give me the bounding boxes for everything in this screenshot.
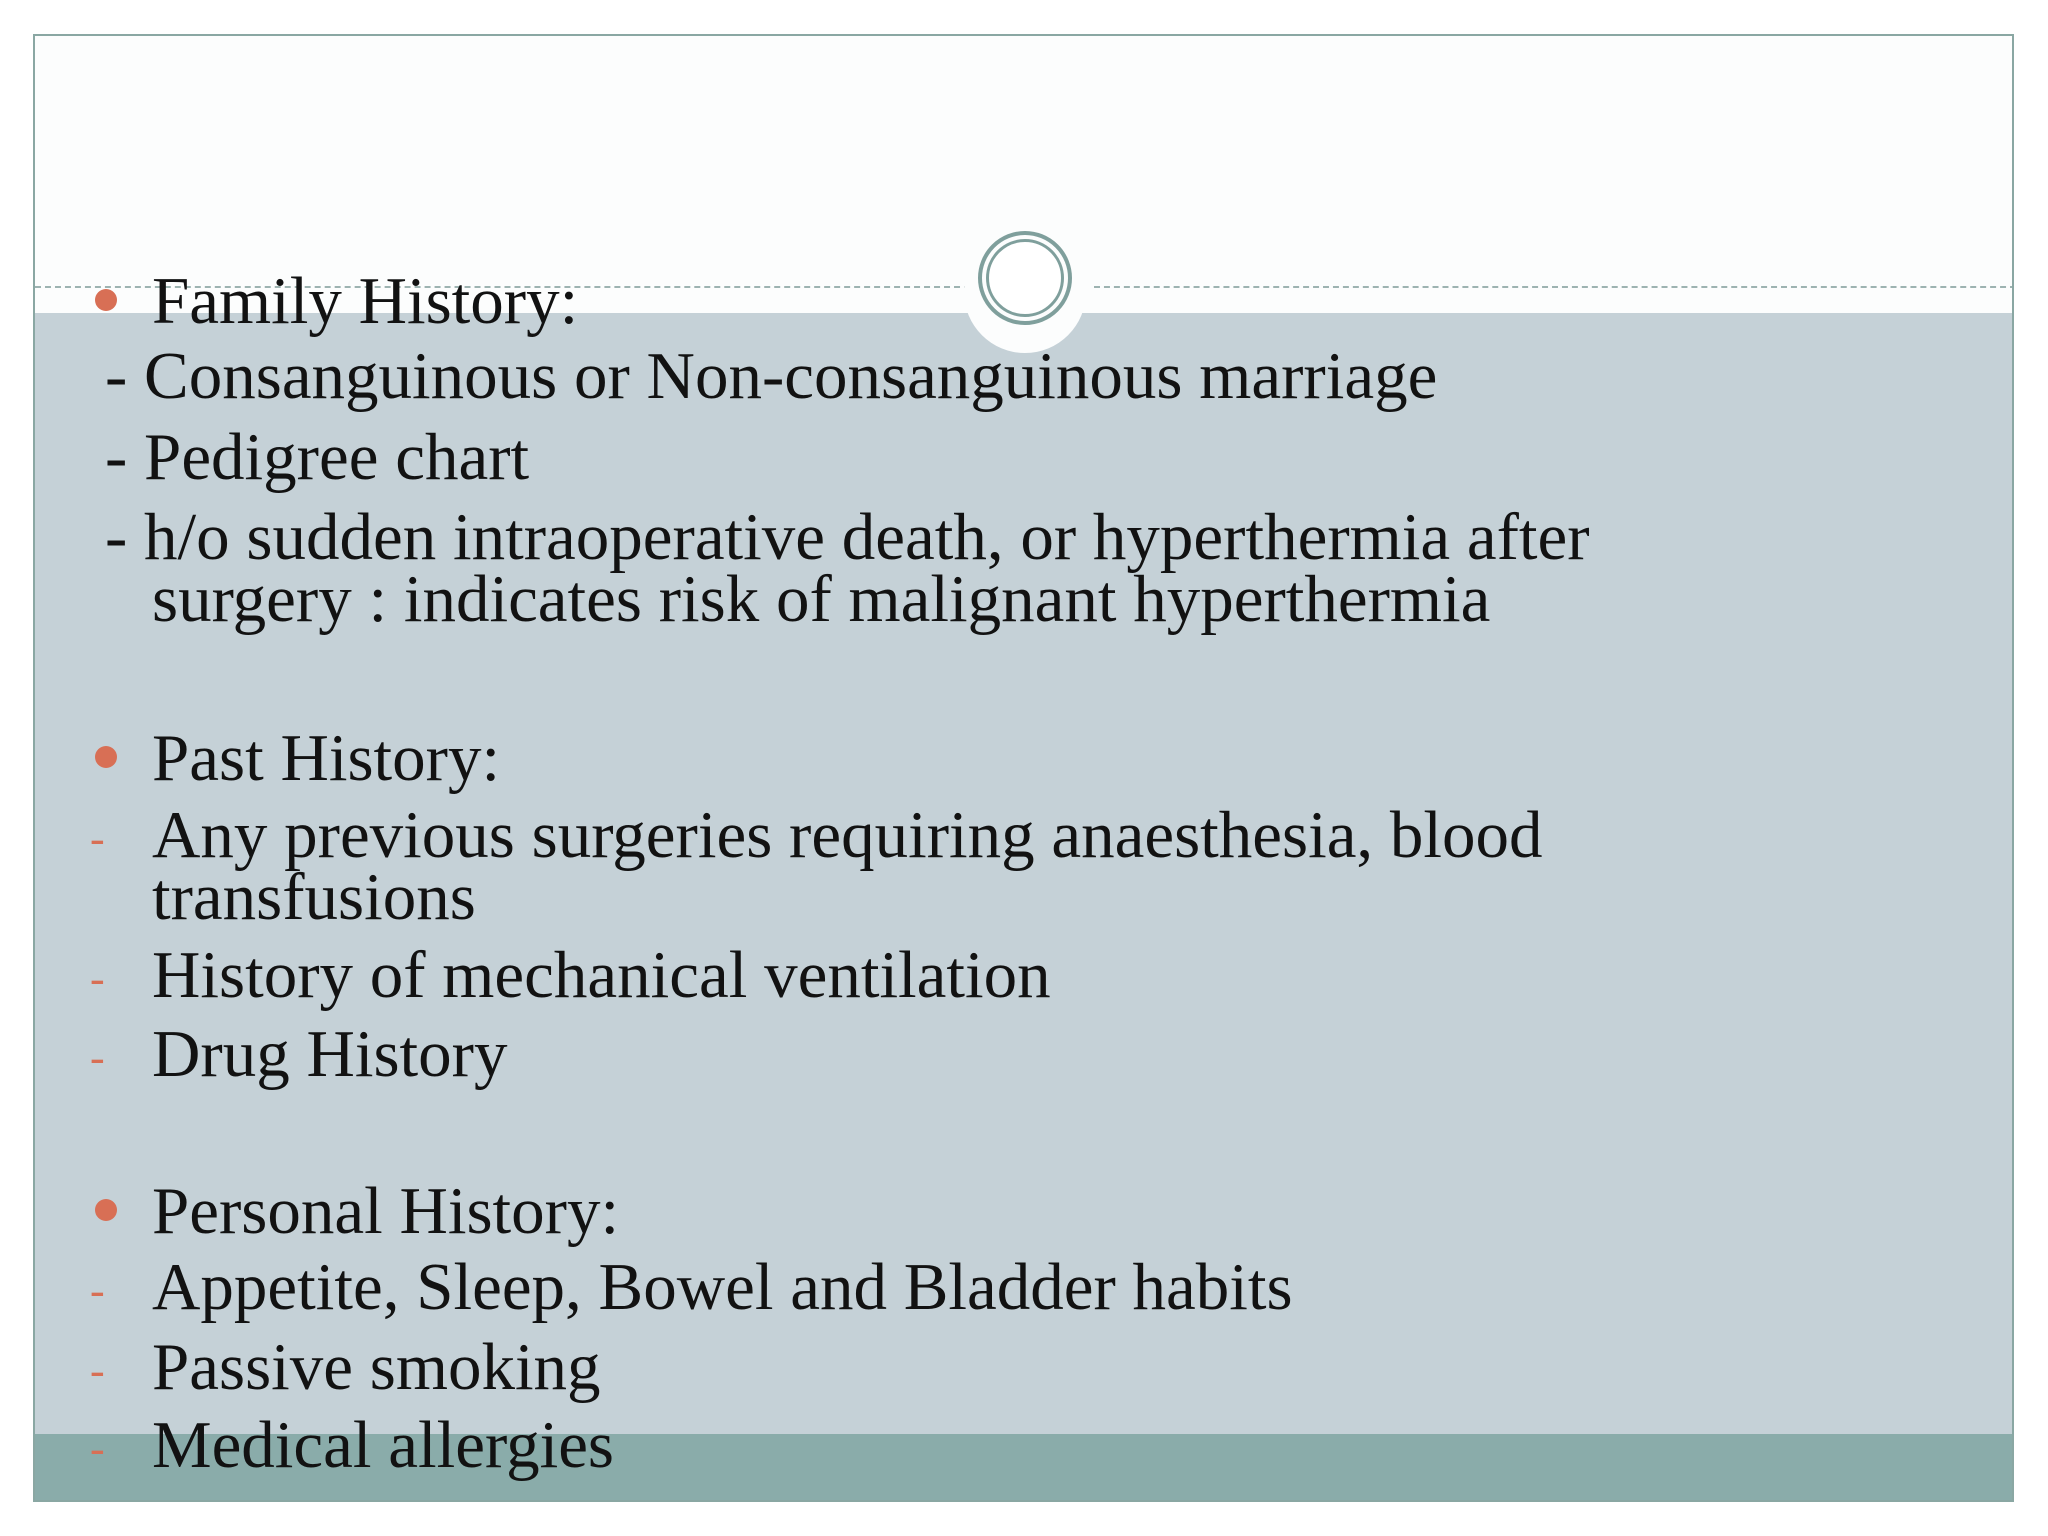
personal-item-smoking: Passive smoking [152,1330,601,1404]
dash-marker-icon: - [90,1346,105,1395]
dash-marker-icon: - [90,954,105,1003]
past-item-surgeries: Any previous surgeries requiring anaesthesia, blood [152,798,1543,872]
dash-marker-icon: - [90,1033,105,1082]
dash-marker-icon: - [90,1424,105,1473]
family-item-intraop-death: - h/o sudden intraoperative death, or hyperthermia after [105,500,1590,574]
family-item-consanguinity: - Consanguinous or Non-consanguinous marriage [105,339,1438,413]
ornament-inner-ring-icon [986,239,1064,317]
divider-right [1094,286,2014,288]
past-item-drug-history: Drug History [152,1017,508,1091]
bullet-icon [95,1199,117,1221]
past-item-surgeries-cont: transfusions [152,860,476,934]
bullet-icon [95,746,117,768]
personal-item-habits: Appetite, Sleep, Bowel and Bladder habits [152,1250,1293,1324]
slide [33,34,2014,1502]
personal-item-allergies: Medical allergies [152,1408,614,1482]
dash-marker-icon: - [90,1266,105,1315]
past-history-heading: Past History: [152,721,501,795]
personal-history-heading: Personal History: [152,1174,620,1248]
family-history-heading: Family History: [152,264,579,338]
bullet-icon [95,289,117,311]
past-item-ventilation: History of mechanical ventilation [152,938,1051,1012]
family-item-intraop-death-cont: surgery : indicates risk of malignant hyperthermia [152,562,1491,636]
dash-marker-icon: - [90,814,105,863]
family-item-pedigree: - Pedigree chart [105,420,530,494]
